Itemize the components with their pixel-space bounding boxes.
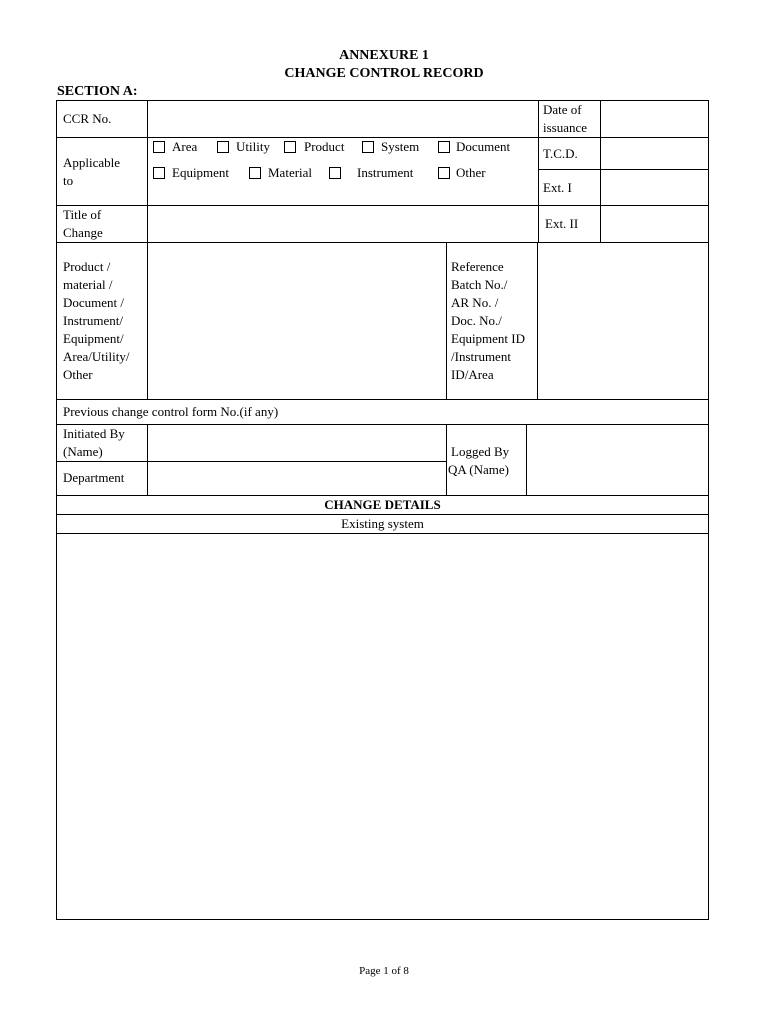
product-checkbox[interactable] (284, 141, 296, 153)
table-border-bottom (56, 919, 709, 920)
applicable-to-label: Applicable (63, 155, 121, 170)
previous-change-control-label: Previous change control form No.(if any) (63, 404, 279, 419)
row-divider (56, 399, 709, 400)
title-of-change-label: Title of (63, 207, 102, 222)
product-material-label: Other (63, 367, 93, 382)
page-number: Page 1 of 8 (359, 965, 409, 977)
equipment-checkbox[interactable] (153, 167, 165, 179)
section-label: SECTION A: (57, 84, 138, 99)
product-material-label: material / (63, 277, 113, 292)
department-label: Department (63, 470, 125, 485)
initiated-by-label-2: (Name) (63, 444, 103, 459)
document-option-label: Document (456, 139, 511, 154)
annexure-heading: ANNEXURE 1 (339, 48, 429, 63)
department-field[interactable] (148, 462, 446, 495)
reference-label: Batch No./ (451, 277, 508, 292)
col-divider (446, 242, 447, 399)
system-option-label: System (381, 139, 420, 154)
ccr-no-label: CCR No. (63, 111, 112, 126)
product-material-label: Instrument/ (63, 313, 123, 328)
date-of-issuance-label: Date of (543, 102, 582, 117)
utility-checkbox[interactable] (217, 141, 229, 153)
product-material-label: Area/Utility/ (63, 349, 130, 364)
document-checkbox[interactable] (438, 141, 450, 153)
change-details-heading: CHANGE DETAILS (324, 497, 441, 512)
reference-label: Equipment ID (451, 331, 526, 346)
product-material-label: Document / (63, 295, 125, 310)
logged-by-field[interactable] (527, 425, 708, 495)
reference-label: ID/Area (451, 367, 494, 382)
ext-i-label: Ext. I (543, 180, 572, 195)
logged-by-label: Logged By (451, 444, 510, 459)
system-checkbox[interactable] (362, 141, 374, 153)
instrument-checkbox[interactable] (329, 167, 341, 179)
col-divider (446, 424, 447, 495)
instrument-option-label: Instrument (357, 165, 414, 180)
date-of-issuance-field[interactable] (601, 101, 708, 137)
reference-field[interactable] (538, 243, 708, 399)
ext-ii-label: Ext. II (545, 216, 579, 231)
applicable-to-label-2: to (63, 173, 74, 188)
utility-option-label: Utility (236, 139, 270, 154)
existing-system-field[interactable] (57, 534, 708, 919)
tcd-label: T.C.D. (543, 146, 578, 161)
table-border-right (708, 100, 709, 920)
title-of-change-label-2: Change (63, 225, 103, 240)
reference-label: AR No. / (451, 295, 499, 310)
initiated-by-label: Initiated By (63, 426, 125, 441)
product-option-label: Product (304, 139, 345, 154)
other-option-label: Other (456, 165, 486, 180)
product-material-label: Equipment/ (63, 331, 124, 346)
initiated-by-field[interactable] (148, 425, 446, 461)
other-checkbox[interactable] (438, 167, 450, 179)
existing-system-heading: Existing system (341, 516, 424, 531)
material-option-label: Material (268, 165, 313, 180)
equipment-option-label: Equipment (172, 165, 230, 180)
area-checkbox[interactable] (153, 141, 165, 153)
tcd-field[interactable] (601, 138, 708, 169)
ext-ii-field[interactable] (601, 206, 708, 242)
material-checkbox[interactable] (249, 167, 261, 179)
reference-label: Doc. No./ (451, 313, 502, 328)
ext-i-field[interactable] (601, 170, 708, 205)
col-divider (538, 100, 539, 242)
product-material-label: Product / (63, 259, 111, 274)
area-option-label: Area (172, 139, 198, 154)
reference-label: /Instrument (451, 349, 511, 364)
product-material-field[interactable] (148, 243, 446, 399)
reference-label: Reference (451, 259, 504, 274)
title-of-change-field[interactable] (148, 206, 538, 242)
form-title: CHANGE CONTROL RECORD (284, 66, 484, 81)
date-of-issuance-label-2: issuance (543, 120, 588, 135)
ccr-no-field[interactable] (148, 101, 538, 137)
logged-by-label-2: QA (Name) (448, 462, 510, 477)
